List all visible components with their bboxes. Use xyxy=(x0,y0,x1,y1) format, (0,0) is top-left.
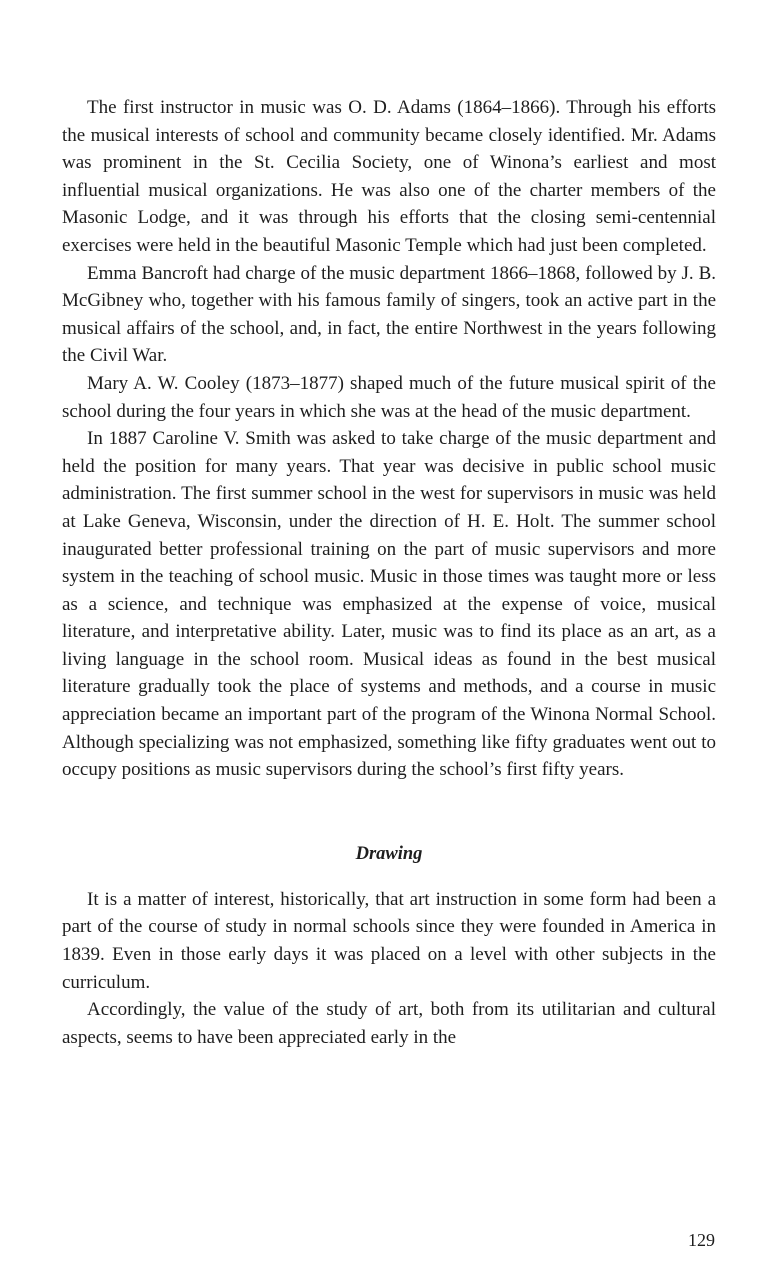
music-section xyxy=(62,94,716,784)
paragraph: In 1887 Caroline V. Smith was asked to take charge of the music department and held the position for many years. That year was decisive in public school music administration. The first summer school in the west for supervisors in music was held at Lake Geneva, Wisconsin, under the direction of H. E. Holt. The summer school inaugurated better professional training on the part of music supervisors and more system in the teaching of school music. Music in those times was taught more or less as a science, and technique was emphasized at the expense of voice, musical literature, and interpretative ability. Later, music was to find its place as an art, as a living language in the school room. Musical ideas as found in the best musical literature gradually took the place of systems and methods, and a course in music appreciation became an important part of the program of the Winona Normal School. Although specializing was not emphasized, something like fifty graduates went out to occupy positions as music supervisors during the school’s first fifty years. xyxy=(62,428,716,781)
paragraph: Emma Bancroft had charge of the music department 1866–1868, followed by J. B. McGibney who, together with his famous family of singers, took an active part in the musical affairs of the school, and, in fact, the entire Northwest in the years following the Civil War. xyxy=(62,262,716,367)
paragraph: Accordingly, the value of the study of art, both from its utilitarian and cultural aspects, seems to have been appreciated early in the xyxy=(62,999,716,1048)
section-heading: Drawing xyxy=(355,843,423,864)
drawing-section xyxy=(62,840,716,1052)
page-number: 129 xyxy=(688,1230,715,1250)
page-body xyxy=(62,94,716,1051)
paragraph: Mary A. W. Cooley (1873–1877) shaped much of the future musical spirit of the school during the four years in which she was at the head of the music department. xyxy=(62,372,716,422)
paragraph: The first instructor in music was O. D. Adams (1864–1866). Through his efforts the musical interests of school and community became closely identified. Mr. Adams was prominent in the St. Cecilia Society, one of Winona’s earliest and most influential musical organizations. He was also one of the charter members of the Masonic Lodge, and it was through his efforts that the closing semi-centennial exercises were held in the beautiful Masonic Temple which had just been completed. xyxy=(62,97,716,256)
paragraph: It is a matter of interest, historically, that art instruction in some form had been a part of the course of study in normal schools since they were founded in America in 1839. Even in those early days it was placed on a level with other subjects in the curriculum. xyxy=(62,888,716,993)
